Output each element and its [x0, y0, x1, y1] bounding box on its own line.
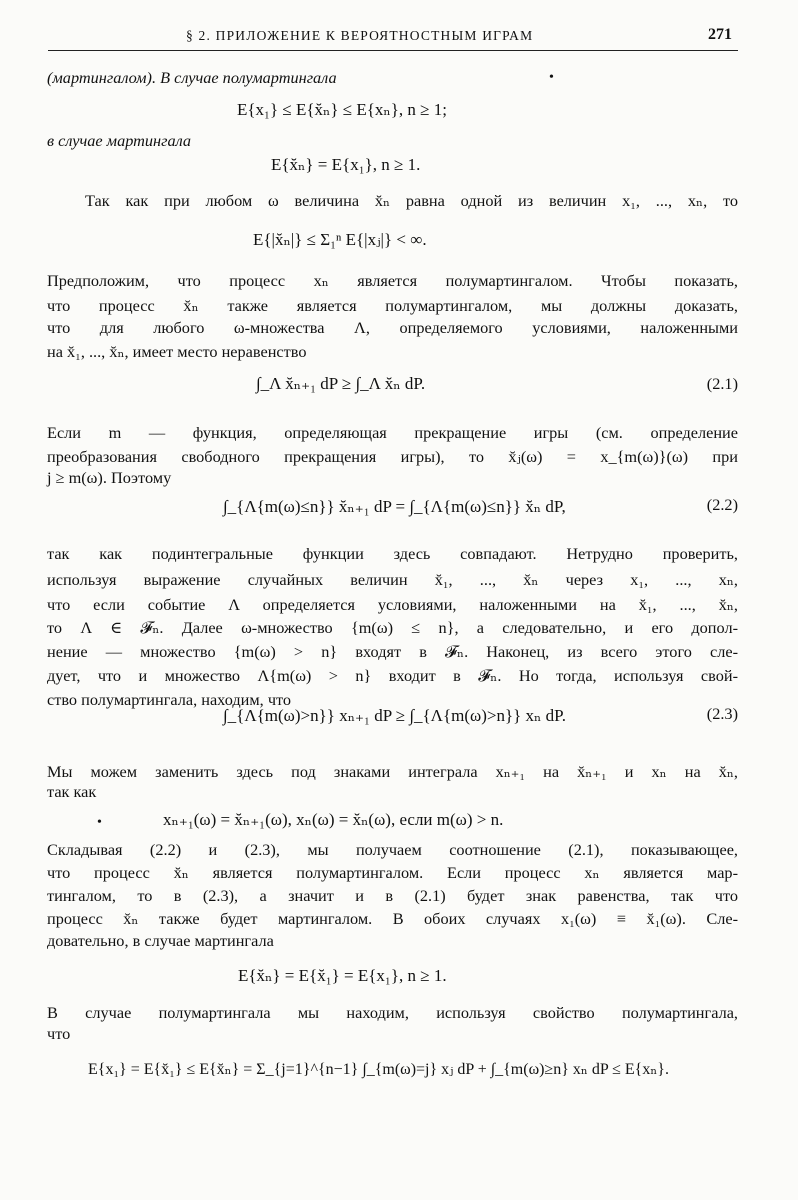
text-line: довательно, в случае мартингала	[47, 931, 274, 950]
print-speck: •	[549, 70, 554, 85]
formula: E{x̆ₙ} = E{x₁}, n ≥ 1.	[271, 155, 421, 174]
running-header	[48, 26, 738, 51]
equation-number: (2.3)	[706, 704, 738, 723]
header-title: § 2. ПРИЛОЖЕНИЕ К ВЕРОЯТНОСТНЫМ ИГРАМ	[186, 28, 534, 43]
text-line: нение — множество {m(ω) > n} входят в 𝓕ₙ. Наконец, из всего этого сле-	[47, 642, 738, 661]
text-line: ство полумартингала, находим, что	[47, 690, 292, 709]
formula: ∫_{Λ{m(ω)>n}} xₙ₊₁ dP ≥ ∫_{Λ{m(ω)>n}} xₙ dP.	[223, 706, 566, 725]
text-line: Если m — функция, определяющая прекращение игры (см. определение	[47, 423, 738, 442]
equation-number: (2.1)	[706, 374, 738, 393]
text-line: так как	[47, 782, 97, 801]
formula: E{x₁} = E{x̆₁} ≤ E{x̆ₙ} = Σ_{j=1}^{n−1} ∫_{m(ω)=j} xⱼ dP + ∫_{m(ω)≥n} xₙ dP ≤ E{xₙ}.	[88, 1061, 669, 1078]
text-line: так как подинтегральные функции здесь совпадают. Нетрудно проверить,	[47, 544, 738, 563]
page-number: 271	[708, 26, 732, 43]
text-line: преобразования свободного прекращения игры), то x̆ⱼ(ω) = x_{m(ω)}(ω) при	[47, 447, 738, 466]
text-line: j ≥ m(ω). Поэтому	[47, 468, 172, 487]
text-line: дует, что и множество Λ{m(ω) > n} входит в 𝓕ₙ. Но тогда, используя свой-	[47, 666, 738, 685]
formula: ∫_Λ x̆ₙ₊₁ dP ≥ ∫_Λ x̆ₙ dP.	[256, 374, 426, 393]
formula: xₙ₊₁(ω) = x̆ₙ₊₁(ω), xₙ(ω) = x̆ₙ(ω), если m(ω) > n.	[163, 810, 504, 829]
text-line: тингалом, то в (2.3), а значит и в (2.1) будет знак равенства, так что	[47, 886, 738, 905]
equation-number: (2.2)	[706, 495, 738, 514]
formula: ∫_{Λ{m(ω)≤n}} x̆ₙ₊₁ dP = ∫_{Λ{m(ω)≤n}} x̆ₙ dP,	[223, 497, 566, 516]
formula: E{x̆ₙ} = E{x̆₁} = E{x₁}, n ≥ 1.	[238, 966, 447, 985]
text-line: что для любого ω-множества Λ, определяемого условиями, наложенными	[47, 318, 738, 337]
text-line: что если событие Λ определяется условиями, наложенными на x̆₁, ..., x̆ₙ,	[47, 595, 738, 614]
text-line: используя выражение случайных величин x̆₁, ..., x̆ₙ через x₁, ..., xₙ,	[47, 570, 738, 589]
text-line: что процесс x̆ₙ является полумартингалом. Если процесс xₙ является мар-	[47, 863, 738, 882]
text-line: что	[47, 1024, 71, 1043]
formula: E{x₁} ≤ E{x̆ₙ} ≤ E{xₙ}, n ≥ 1;	[237, 100, 447, 119]
text-line: на x̆₁, ..., x̆ₙ, имеет место неравенство	[47, 342, 307, 361]
text-line: Складывая (2.2) и (2.3), мы получаем соотношение (2.1), показывающее,	[47, 840, 738, 859]
text-line: то Λ ∈ 𝓕ₙ. Далее ω-множество {m(ω) ≤ n}, а следовательно, и его допол-	[47, 618, 738, 637]
text-line: В случае полумартингала мы находим, используя свойство полумартингала,	[47, 1003, 738, 1022]
text-line: (мартингалом). В случае полумартингала	[47, 68, 337, 87]
text-line: процесс x̆ₙ также будет мартингалом. В обоих случаях x₁(ω) ≡ x̆₁(ω). Сле-	[47, 909, 738, 928]
text-line: что процесс x̆ₙ также является полумартингалом, мы должны доказать,	[47, 296, 738, 315]
formula: E{|x̆ₙ|} ≤ Σ₁ⁿ E{|xⱼ|} < ∞.	[253, 230, 427, 249]
text-line: Предположим, что процесс xₙ является полумартингалом. Чтобы показать,	[47, 271, 738, 290]
text-line: Так как при любом ω величина x̆ₙ равна одной из величин x₁, ..., xₙ, то	[85, 191, 738, 210]
text-line: в случае мартингала	[47, 131, 192, 150]
print-speck: •	[97, 815, 102, 830]
text-line: Мы можем заменить здесь под знаками интеграла xₙ₊₁ на x̆ₙ₊₁ и xₙ на x̆ₙ,	[47, 762, 738, 781]
